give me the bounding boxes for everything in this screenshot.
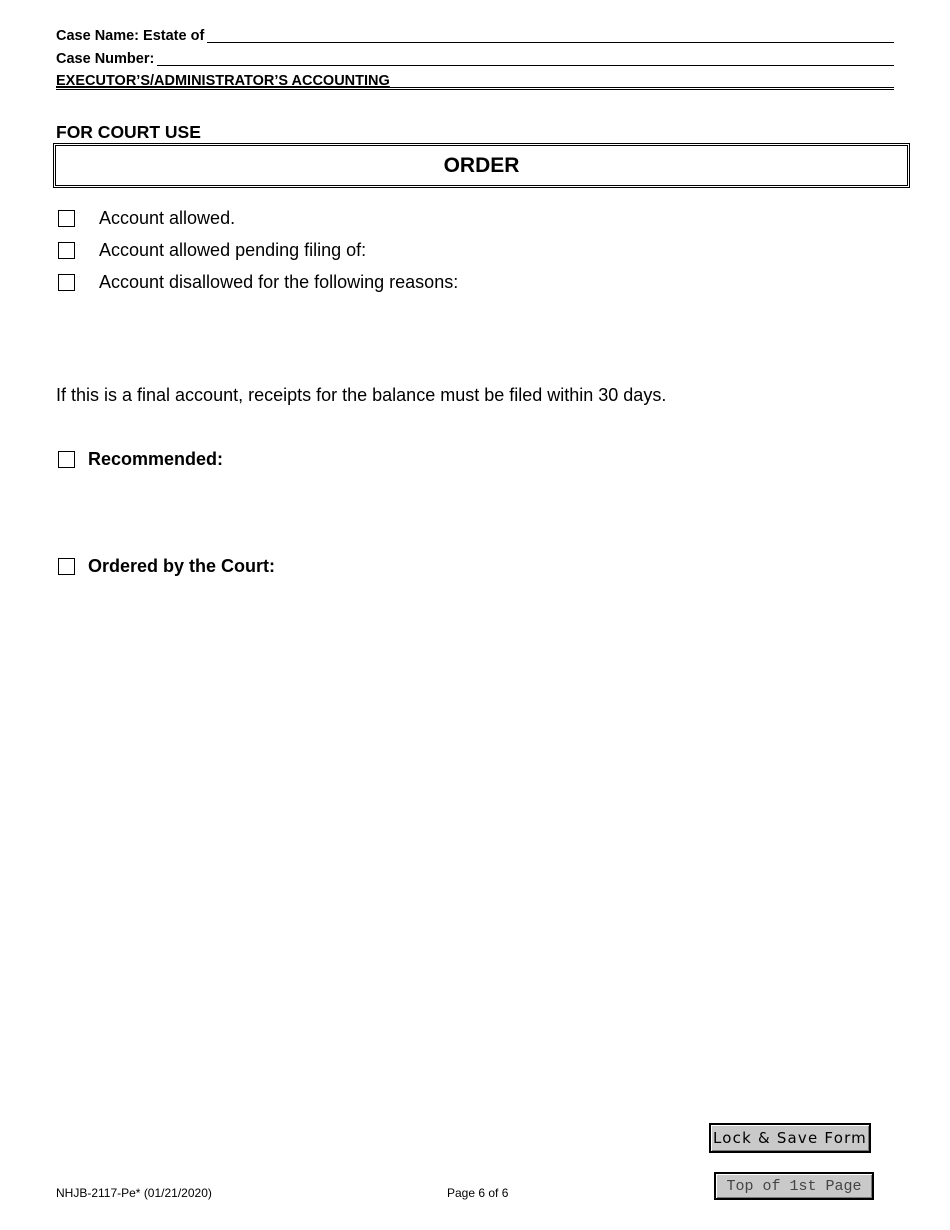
lock-save-form-button[interactable]: Lock & Save Form <box>709 1123 871 1153</box>
account-allowed-label: Account allowed. <box>99 208 236 228</box>
case-number-line <box>56 51 894 67</box>
ordered-by-court-label: Ordered by the Court: <box>88 556 276 576</box>
account-allowed-pending-label: Account allowed pending filing of: <box>99 240 367 260</box>
case-number-field[interactable] <box>56 65 894 66</box>
form-title-line <box>56 73 894 89</box>
case-name-line <box>56 28 894 44</box>
ordered-by-court-checkbox[interactable] <box>58 558 75 575</box>
account-allowed-pending-checkbox[interactable] <box>58 242 75 259</box>
for-court-use-heading: FOR COURT USE <box>56 122 201 142</box>
final-account-note: If this is a final account, receipts for the balance must be filed within 30 days. <box>56 385 667 405</box>
case-name-label: Case Name: Estate of <box>56 28 207 44</box>
recommended-checkbox[interactable] <box>58 451 75 468</box>
page-number: Page 6 of 6 <box>447 1186 509 1200</box>
form-title: EXECUTOR’S/ADMINISTRATOR’S ACCOUNTING <box>56 73 390 89</box>
top-of-first-page-button[interactable]: Top of 1st Page <box>714 1172 874 1200</box>
account-allowed-checkbox[interactable] <box>58 210 75 227</box>
form-id: NHJB-2117-Pe* (01/21/2020) <box>56 1186 212 1200</box>
case-number-label: Case Number: <box>56 51 157 67</box>
order-title: ORDER <box>443 153 520 177</box>
order-title-box <box>53 143 910 188</box>
recommended-label: Recommended: <box>88 449 224 469</box>
account-disallowed-label: Account disallowed for the following reasons: <box>99 272 459 292</box>
account-disallowed-checkbox[interactable] <box>58 274 75 291</box>
